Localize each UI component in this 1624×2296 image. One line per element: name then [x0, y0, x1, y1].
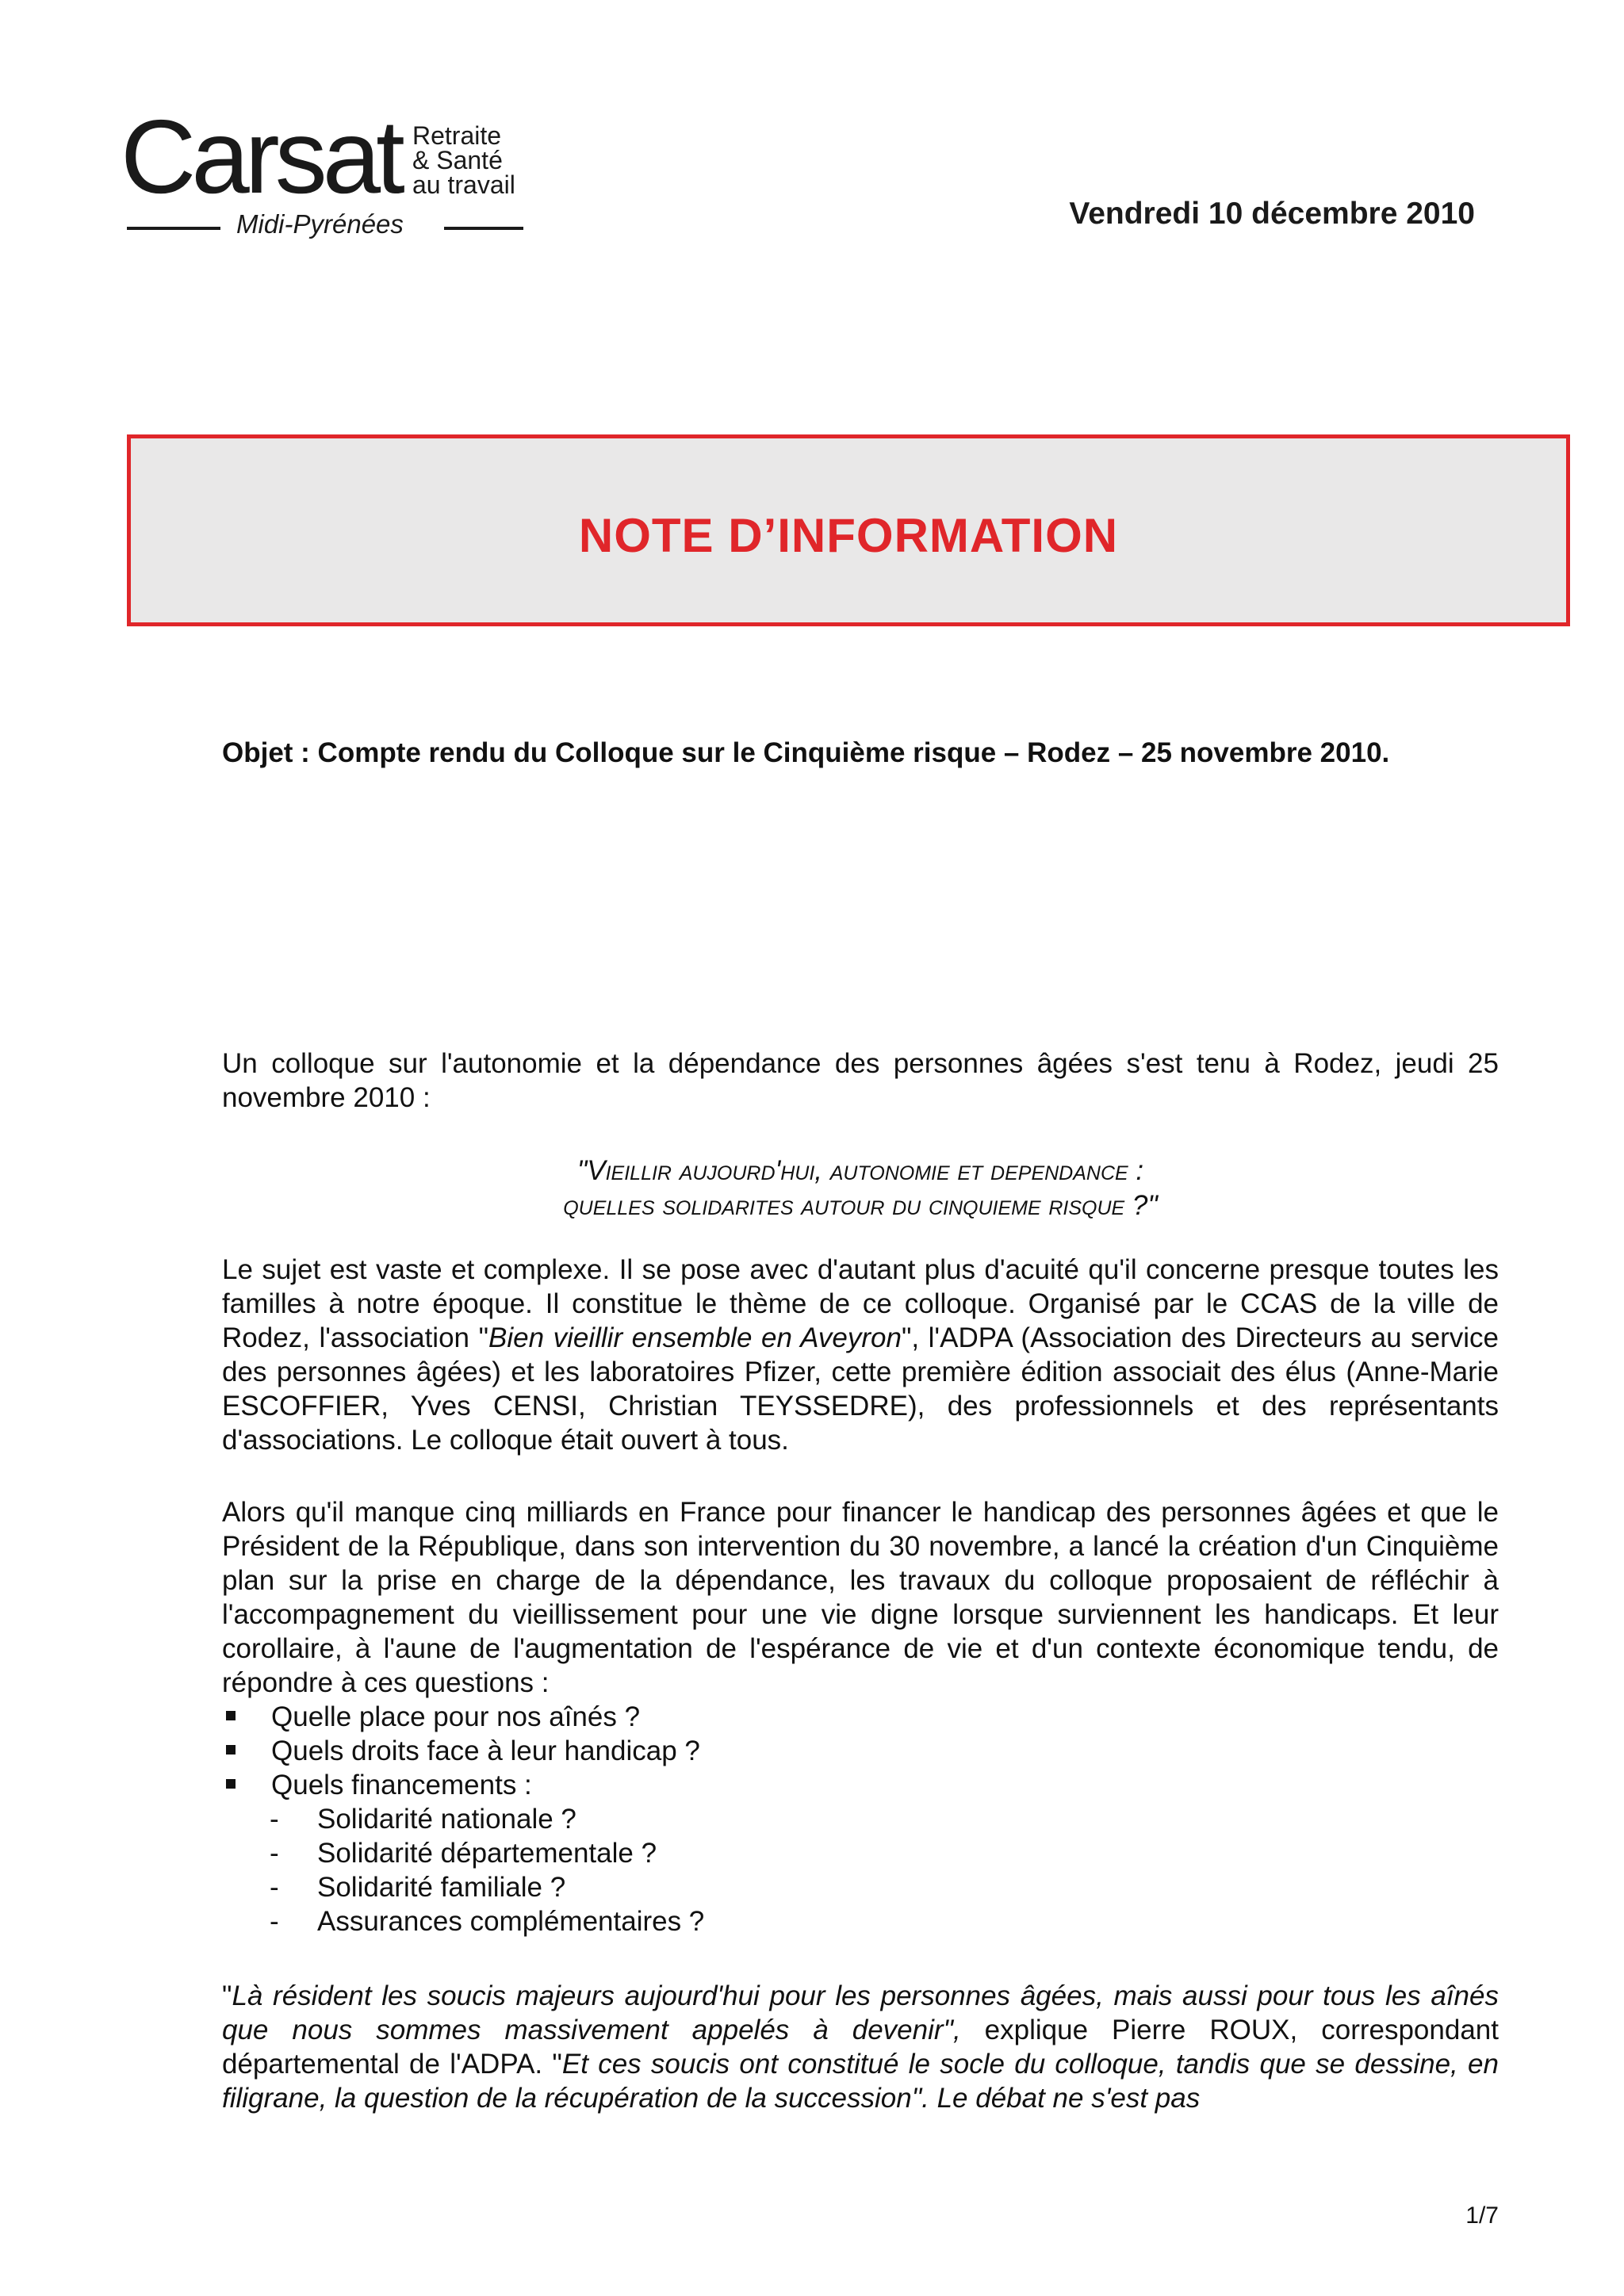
paragraph-3-text: explique Pierre ROUX, correspondant départemental de l'ADPA. ": [222, 2015, 1499, 2080]
list-item-text: Quels droits face à leur handicap ?: [271, 1735, 700, 1766]
list-item-text: Quels financements :: [271, 1770, 532, 1800]
logo-tagline-line: au travail: [412, 170, 515, 199]
paragraph-1-text: Le sujet est vaste et complexe. Il se pose avec d'autant plus d'acuité qu'il concerne presque toutes les familles à notre époque. Il constitue le thème de ce colloque. Organisé par le CCAS de la ville de Rodez, l'association ": [222, 1254, 1499, 1353]
financing-sublist: [222, 1802, 1499, 1938]
paragraph-2-text: Alors qu'il manque cinq milliards en France pour financer le handicap des personnes âgées et que le Président de la République, dans son intervention du 30 novembre, a lancé la création d'un Cinquième plan sur la prise en charge de la dépendance, les travaux du colloque proposaient de réfléchir à l'accompagnement du vieillissement pour une vie digne lorsque surviennent les handicaps. Et leur corollaire, à l'aune de l'augmentation de l'espérance de vie et d'un contexte économique tendu, de répondre à ces questions :: [222, 1497, 1499, 1698]
paragraph-1: [222, 1253, 1499, 1457]
logo-tagline-line: Retraite: [412, 121, 502, 150]
logo-rule-right: [444, 227, 523, 230]
list-item: [222, 1734, 1499, 1768]
intro-paragraph: Un colloque sur l'autonomie et la dépendance des personnes âgées s'est tenu à Rodez, jeudi 25 novembre 2010 :: [222, 1048, 1499, 1113]
note-title: NOTE D’INFORMATION: [578, 509, 1119, 562]
paragraph-2: [222, 1495, 1499, 1938]
list-item: [222, 1700, 1499, 1734]
sub-list-item: [222, 1870, 1499, 1904]
bullet-square-icon: [226, 1745, 236, 1755]
dash-icon: -: [270, 1804, 279, 1835]
logo-tagline-line: & Santé: [412, 146, 503, 174]
colloquium-title-quote: [222, 1154, 1499, 1223]
question-list: [222, 1700, 1499, 1802]
carsat-logo: [119, 98, 531, 246]
logo-rule-left: [127, 227, 220, 230]
dash-icon: -: [270, 1838, 279, 1869]
sub-list-item-text: Assurances complémentaires ?: [317, 1906, 705, 1937]
sub-list-item-text: Solidarité départementale ?: [317, 1838, 657, 1869]
logo-brand: Carsat: [121, 98, 400, 215]
quote-line: quelles solidarites autour du cinquieme risque ?": [563, 1190, 1158, 1221]
bullet-square-icon: [226, 1779, 236, 1789]
sub-list-item-text: Solidarité nationale ?: [317, 1804, 576, 1835]
list-item-text: Quelle place pour nos aînés ?: [271, 1701, 641, 1732]
bullet-square-icon: [226, 1711, 236, 1720]
dash-icon: -: [270, 1872, 279, 1903]
association-name: Bien vieillir ensemble en Aveyron: [488, 1322, 902, 1353]
paragraph-1-text: ", l'ADPA (Association des Directeurs au service des personnes âgées) et les laboratoires Pfizer, cette première édition associait des élus (Anne-Marie ESCOFFIER, Yves CENSI, Christian TEYSSEDRE), des professionnels et des représentants d'associations. Le colloque était ouvert à tous.: [222, 1322, 1499, 1456]
subject-line: Objet : Compte rendu du Colloque sur le Cinquième risque – Rodez – 25 novembre 2010.: [222, 737, 1390, 768]
paragraph-3: [222, 1979, 1499, 2115]
list-item: [222, 1768, 1499, 1802]
note-title-box: [127, 434, 1570, 626]
logo-region: Midi-Pyrénées: [236, 209, 404, 239]
logo-tagline: [412, 121, 515, 199]
document-date: Vendredi 10 décembre 2010: [1069, 197, 1475, 231]
page-number: 1/7: [1465, 2202, 1499, 2229]
sub-list-item-text: Solidarité familiale ?: [317, 1872, 566, 1903]
sub-list-item: [222, 1904, 1499, 1938]
sub-list-item: [222, 1836, 1499, 1870]
citation-text: Là résident les soucis majeurs aujourd'hui pour les personnes âgées, mais aussi pour tous les aînés que nous sommes massivement appelés à devenir",: [222, 1980, 1499, 2045]
citation-text: Et ces soucis ont constitué le socle du colloque, tandis que se dessine, en filigrane, la question de la récupération de la succession". Le débat ne s'est pas: [222, 2049, 1499, 2114]
quote-mark: ": [222, 1980, 232, 2011]
dash-icon: -: [270, 1906, 279, 1937]
quote-line: "Vieillir aujourd'hui, autonomie et dependance :: [576, 1155, 1144, 1186]
sub-list-item: [222, 1802, 1499, 1836]
